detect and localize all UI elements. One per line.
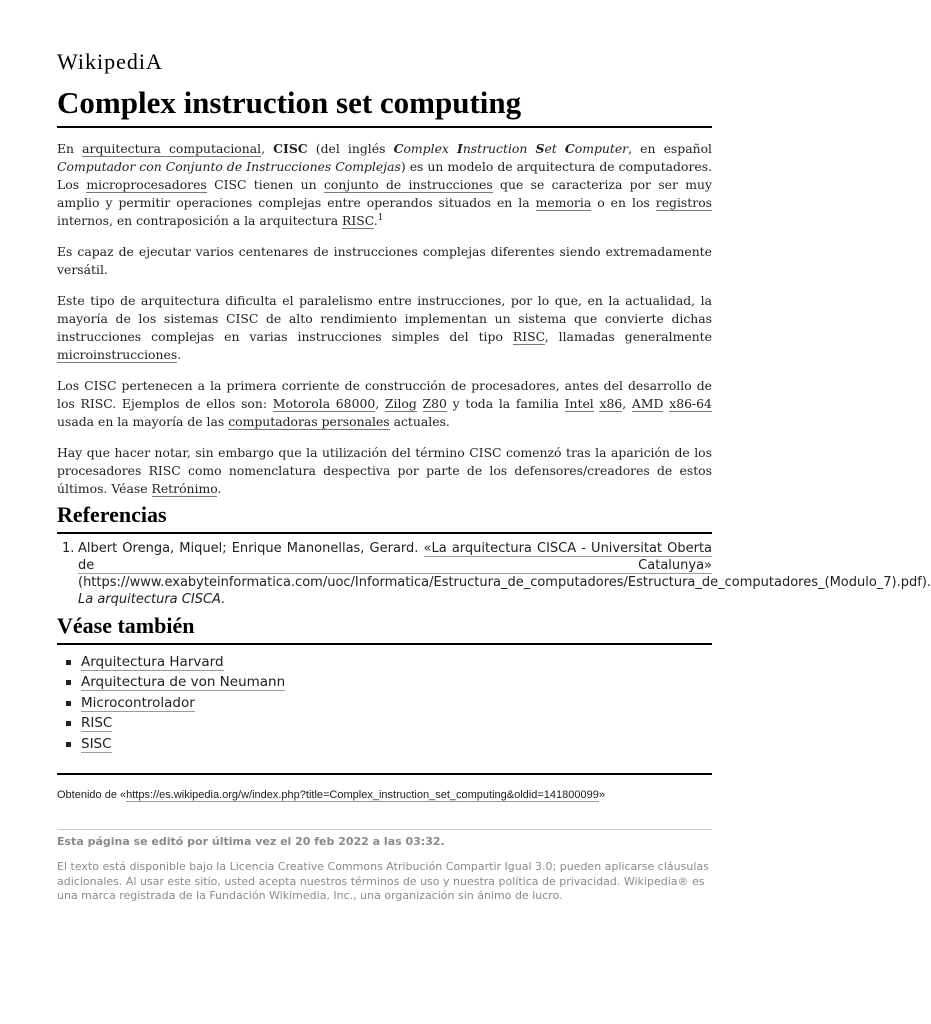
link-risc[interactable]: RISC [512,329,545,344]
paragraph-versatility: Es capaz de ejecutar varios centenares de instrucciones complejas diferentes siendo extremadamente versátil. [57,244,712,277]
link-x86-64[interactable]: x86-64 [669,396,712,411]
license-notice: El texto está disponible bajo la Licencia Creative Commons Atribución Compartir Igual 3.0; pueden aplicarse cláusulas adicionales. Al usar este sitio, usted acepta nuestros términos de uso y nuestra política de privacidad. Wikipedia® es una marca registrada de la Fundación Wikimedia, Inc., una organización sin ánimo de lucro. [57,860,709,902]
link-zilog[interactable]: Zilog [384,396,417,411]
see-also-item [57,693,712,713]
bullet-icon [66,701,71,706]
bullet-icon [66,742,71,747]
link-registros[interactable]: registros [655,195,713,210]
bullet-icon [66,680,71,685]
see-also-item [57,652,712,672]
references-heading: Referencias [57,502,712,534]
paragraph-intro: En arquitectura computacional, CISC (del inglés Complex Instruction Set Computer, en español Computador con Conjunto de Instrucciones Complejas) es un modelo de arquitectura de computadores. Los microprocesadores CISC tienen un conjunto de instrucciones que se caracteriza por ser muy amplio y permitir operaciones complejas entre operandos situados en la memoria o en los registros internos, en contraposición a la arquitectura RISC.$^1$ [57,141,713,228]
see-also-item [57,672,712,692]
link-risc-see-also[interactable]: RISC [81,715,113,732]
link-microprocesadores[interactable]: microprocesadores [86,177,207,192]
reference-authors: Albert Orenga, Miquel; Enrique Manonellas, Gerard. [78,541,424,556]
link-risc[interactable]: RISC [342,213,374,228]
footer-divider [57,773,712,775]
link-x86[interactable]: x86 [599,396,623,411]
footer-separator [57,829,712,830]
link-conjunto-de-instrucciones[interactable]: conjunto de instrucciones [323,177,493,192]
bullet-icon [66,721,71,726]
paragraph-parallelism: Este tipo de arquitectura dificulta el paralelismo entre instrucciones, por lo que, en la actualidad, la mayoría de los sistemas CISC de alto rendimiento implementan un sistema que convierte dichas instrucciones complejas en varias instrucciones simples del tipo RISC, llamadas generalmente microinstrucciones. [57,293,712,362]
reference-work: La arquitectura CISCA [78,592,221,607]
cisc-bold: CISC [273,141,308,156]
see-also-item [57,734,712,754]
reference-marker[interactable]: 1 [377,212,384,223]
link-amd[interactable]: AMD [631,396,664,411]
permanent-link[interactable]: https://es.wikipedia.org/w/index.php?title=Complex_instruction_set_computing&oldid=141800099 [126,789,599,801]
link-sisc[interactable]: SISC [81,735,112,752]
see-also-list [57,652,712,754]
reference-item: 1. Albert Orenga, Miquel; Enrique Manonellas, Gerard. «La arquitectura CISCA - Universitat Oberta de Catalunya» (https://www.exabyteinformatica.com/uoc/Informatica/Estructura_de_computadores/Estructura_de_computadores_(Modulo_7).pdf). La arquitectura CISCA. [62,541,931,607]
link-intel[interactable]: Intel [564,396,594,411]
link-microinstrucciones[interactable]: microinstrucciones [57,347,178,362]
link-motorola-68000[interactable]: Motorola 68000 [272,396,376,411]
link-arquitectura-harvard[interactable]: Arquitectura Harvard [81,654,224,670]
link-microcontrolador[interactable]: Microcontrolador [81,694,195,711]
link-z80[interactable]: Z80 [422,396,447,411]
references-list [57,540,931,608]
paragraph-note: Hay que hacer notar, sin embargo que la utilización del término CISC comenzó tras la aparición de los procesadores RISC como nomenclatura despectiva por parte de los defensores/creadores de estos últimos. Véase Retrónimo. [57,445,712,496]
link-arquitectura-von-neumann[interactable]: Arquitectura de von Neumann [81,674,286,691]
see-also-heading: Véase también [57,613,712,645]
see-also-item [57,713,712,733]
paragraph-examples: Los CISC pertenecen a la primera corriente de construcción de procesadores, antes del desarrollo de los RISC. Ejemplos de ellos son: Motorola 68000, Zilog Z80 y toda la familia Intel x86, AMD x86-64 usada en la mayoría de las computadoras personales actuales. [57,378,712,429]
bullet-icon [66,660,71,665]
reference-link-title[interactable]: «La arquitectura CISCA - Universitat Oberta de Catalunya» [78,541,713,573]
link-arquitectura-computacional[interactable]: arquitectura computacional [82,141,262,156]
reference-number: 1. [62,541,75,556]
spanish-name: Computador con Conjunto de Instrucciones Complejas [57,159,401,174]
reference-url: (https://www.exabyteinformatica.com/uoc/Informatica/Estructura_de_computadores/Estructura_de_computadores_(Modulo_7).pdf) [78,575,927,590]
last-edited-notice: Esta página se editó por última vez el 20 feb 2022 a las 03:32. [57,835,445,848]
page-title: Complex instruction set computing [57,84,712,128]
link-memoria[interactable]: memoria [535,195,592,210]
link-retronimo[interactable]: Retrónimo [151,481,218,496]
article-body [57,140,712,511]
wikipedia-wordmark[interactable]: WikipediA [57,49,163,74]
retrieved-from: Obtenido de «https://es.wikipedia.org/w/index.php?title=Complex_instruction_set_computing&oldid=141800099» [57,789,605,801]
link-computadoras-personales[interactable]: computadoras personales [228,414,390,429]
